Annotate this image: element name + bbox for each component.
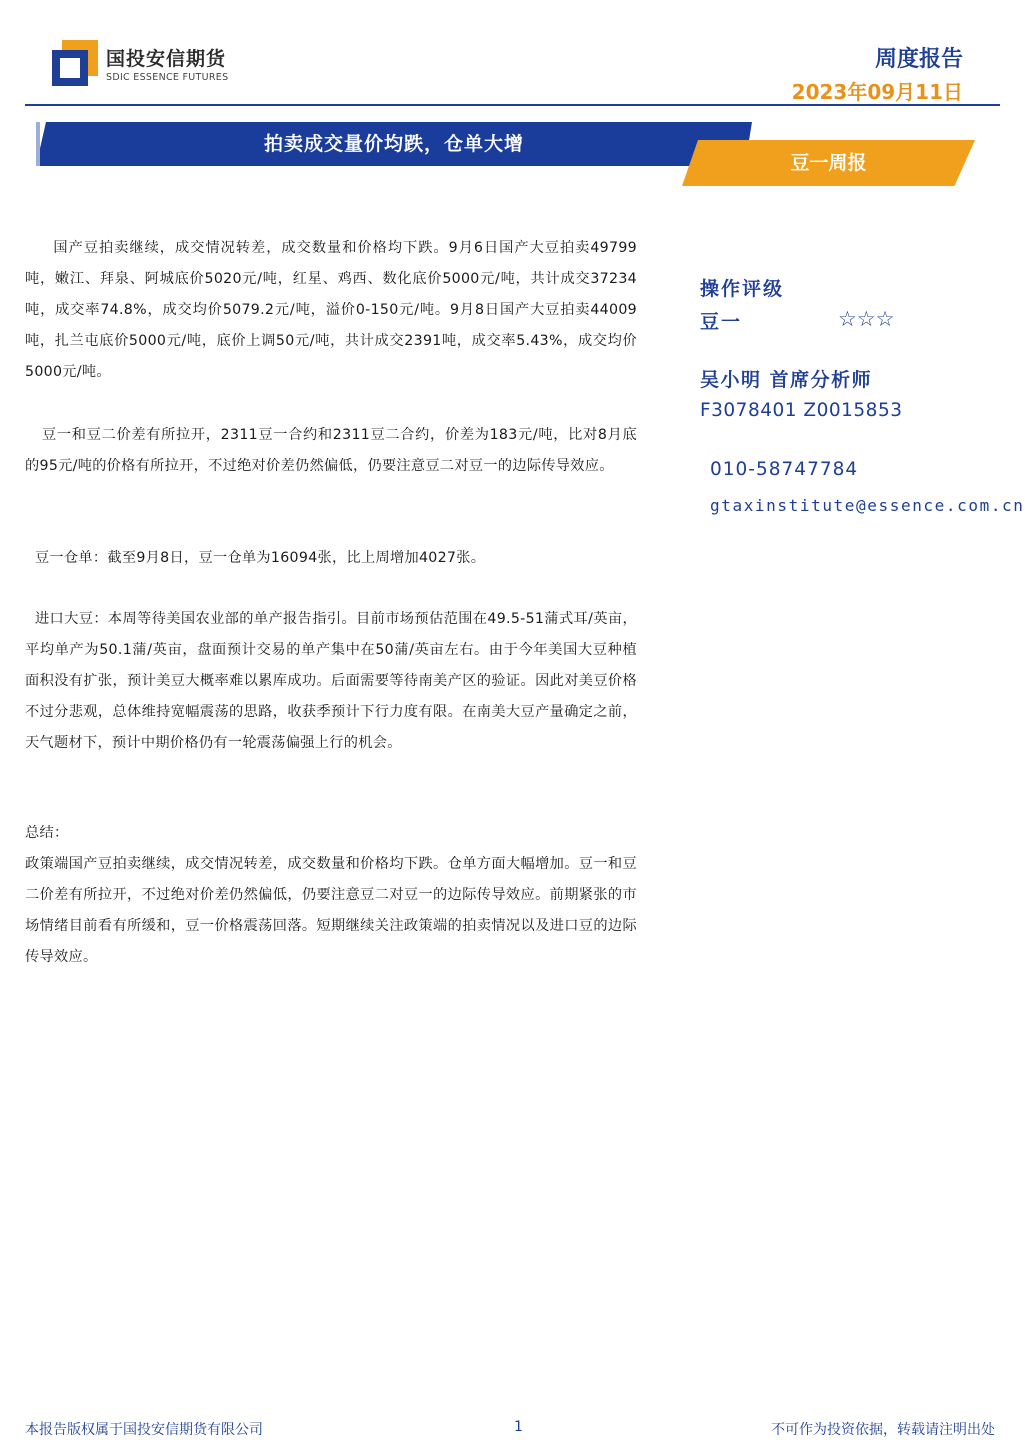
tag-banner (682, 140, 975, 186)
logo-mark-icon (52, 40, 98, 86)
paragraph-summary: 政策端国产豆拍卖继续，成交情况转差，成交数量和价格均下跌。仓单方面大幅增加。豆一和豆二价差有所拉开，不过绝对价差仍然偏低，仍要注意豆二对豆一的边际传导效应。前期紧张的市场情绪目前看有所缓和，豆一价格震荡回落。短期继续关注政策端的拍卖情况以及进口豆的边际传导效应。 (25, 856, 637, 965)
page-number: 1 (514, 1419, 523, 1435)
paragraph-warehouse-receipts: 豆一仓单：截至9月8日，豆一仓单为16094张，比上周增加4027张。 (34, 550, 486, 566)
analyst-license: F3078401 Z0015853 (700, 400, 903, 421)
paragraph-imported-soybeans: 进口大豆：本周等待美国农业部的单产报告指引。目前市场预估范围在49.5-51蒲式耳/英亩，平均单产为50.1蒲/英亩，盘面预计交易的单产集中在50蒲/英亩左右。由于今年美国大豆种植面积没有扩张，预计美豆大概率难以累库成功。后面需要等待南美产区的验证。因此对美豆价格不过分悲观，总体维持宽幅震荡的思路，收获季预计下行力度有限。在南美大豆产量确定之前，天气题材下，预计中期价格仍有一轮震荡偏强上行的机会。 (25, 611, 637, 751)
report-title: 拍卖成交量价均跌，仓单大增 (263, 133, 524, 155)
rating-stars-icon: ☆☆☆ (838, 307, 895, 331)
rating-product: 豆一 (700, 311, 743, 333)
summary-heading: 总结： (25, 825, 69, 841)
logo-cn-text: 国投安信期货 (106, 48, 227, 70)
analyst-name: 吴小明 首席分析师 (700, 369, 873, 391)
logo-en-text: SDIC ESSENCE FUTURES (106, 72, 229, 83)
footer-copyright: 本报告版权属于国投安信期货有限公司 (25, 1422, 263, 1438)
contact-phone: 010-58747784 (710, 459, 859, 480)
rating-label: 操作评级 (700, 278, 785, 300)
contact-email[interactable]: gtaxinstitute@essence.com.cn (710, 496, 1025, 515)
footer-disclaimer: 不可作为投资依据，转载请注明出处 (771, 1422, 995, 1438)
report-tag: 豆一周报 (790, 152, 867, 174)
company-logo (52, 40, 242, 88)
report-type: 周度报告 (874, 47, 963, 72)
paragraph-spread: 豆一和豆二价差有所拉开，2311豆一合约和2311豆二合约，价差为183元/吨，比对8月底的95元/吨的价格有所拉开，不过绝对价差仍然偏低，仍要注意豆二对豆一的边际传导效应。 (25, 427, 637, 474)
title-banner (36, 122, 752, 166)
paragraph-auction: 国产豆拍卖继续，成交情况转差，成交数量和价格均下跌。9月6日国产大豆拍卖49799吨，嫩江、拜泉、阿城底价5020元/吨，红星、鸡西、数化底价5000元/吨，共计成交37234吨，成交率74.8%，成交均价5079.2元/吨，溢价0-150元/吨。9月8日国产大豆拍卖44009吨，扎兰屯底价5000元/吨，底价上调50元/吨，共计成交2391吨，成交率5.43%，成交均价5000元/吨。 (25, 240, 637, 380)
report-date: 2023年09月11日 (791, 80, 963, 104)
header-divider (25, 104, 1000, 106)
